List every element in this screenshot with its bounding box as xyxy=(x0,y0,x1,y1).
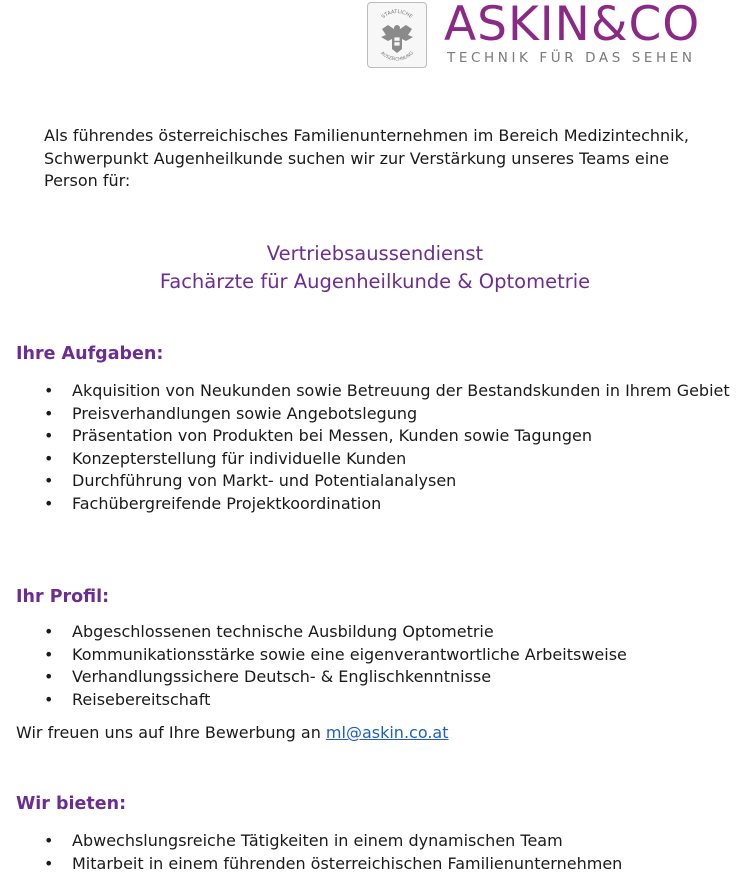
svg-text:STAATLICHE xyxy=(381,9,414,20)
apply-text: Wir freuen uns auf Ihre Bewerbung an xyxy=(16,723,326,742)
tasks-list xyxy=(16,380,731,515)
profile-heading: Ihr Profil: xyxy=(16,587,110,607)
offer-heading: Wir bieten: xyxy=(16,794,127,814)
job-title: Vertriebsaussendienst xyxy=(266,242,484,265)
state-award-crest xyxy=(367,2,427,68)
list-item: • Kommunikationsstärke sowie eine eigenverantwortliche Arbeitsweise xyxy=(16,644,731,667)
brand-logo: ASKIN&CO xyxy=(444,0,701,52)
email-link[interactable]: ml@askin.co.at xyxy=(325,723,449,742)
list-item: • Preisverhandlungen sowie Angebotslegung xyxy=(16,403,731,426)
offer-list xyxy=(16,830,731,875)
crest-text-top: STAATLICHE xyxy=(380,8,414,20)
profile-list xyxy=(16,621,731,711)
list-item: • Fachübergreifende Projektkoordination xyxy=(16,493,731,516)
job-title-block xyxy=(0,240,750,296)
list-item: • Abgeschlossenen technische Ausbildung Optometrie xyxy=(16,621,731,644)
list-item: • Akquisition von Neukunden sowie Betreuung der Bestandskunden in Ihrem Gebiet xyxy=(16,380,731,403)
intro-paragraph: Als führendes österreichisches Familienunternehmen im Bereich Medizintechnik, Schwerpunkt Augenheilkunde suchen wir zur Verstärkung unseres Teams eine Person für: xyxy=(44,126,689,190)
list-item: • Abwechslungsreiche Tätigkeiten in einem dynamischen Team xyxy=(16,830,731,853)
job-subtitle: Fachärzte für Augenheilkunde & Optometrie xyxy=(159,270,591,293)
eagle-icon xyxy=(381,25,413,53)
brand-tagline: TECHNIK FÜR DAS SEHEN xyxy=(447,50,696,66)
apply-line xyxy=(16,722,449,745)
list-item: • Durchführung von Markt- und Potentialanalysen xyxy=(16,470,731,493)
list-item: • Präsentation von Produkten bei Messen, Kunden sowie Tagungen xyxy=(16,425,731,448)
header xyxy=(0,0,750,80)
crest-text-bottom: AUSZEICHNUNG xyxy=(379,51,415,63)
list-item: • Konzepterstellung für individuelle Kunden xyxy=(16,448,731,471)
tasks-heading: Ihre Aufgaben: xyxy=(16,344,164,364)
list-item: • Reisebereitschaft xyxy=(16,689,731,712)
list-item: • Mitarbeit in einem führenden österreichischen Familienunternehmen xyxy=(16,853,731,876)
list-item: • Verhandlungssichere Deutsch- & Englischkenntnisse xyxy=(16,666,731,689)
